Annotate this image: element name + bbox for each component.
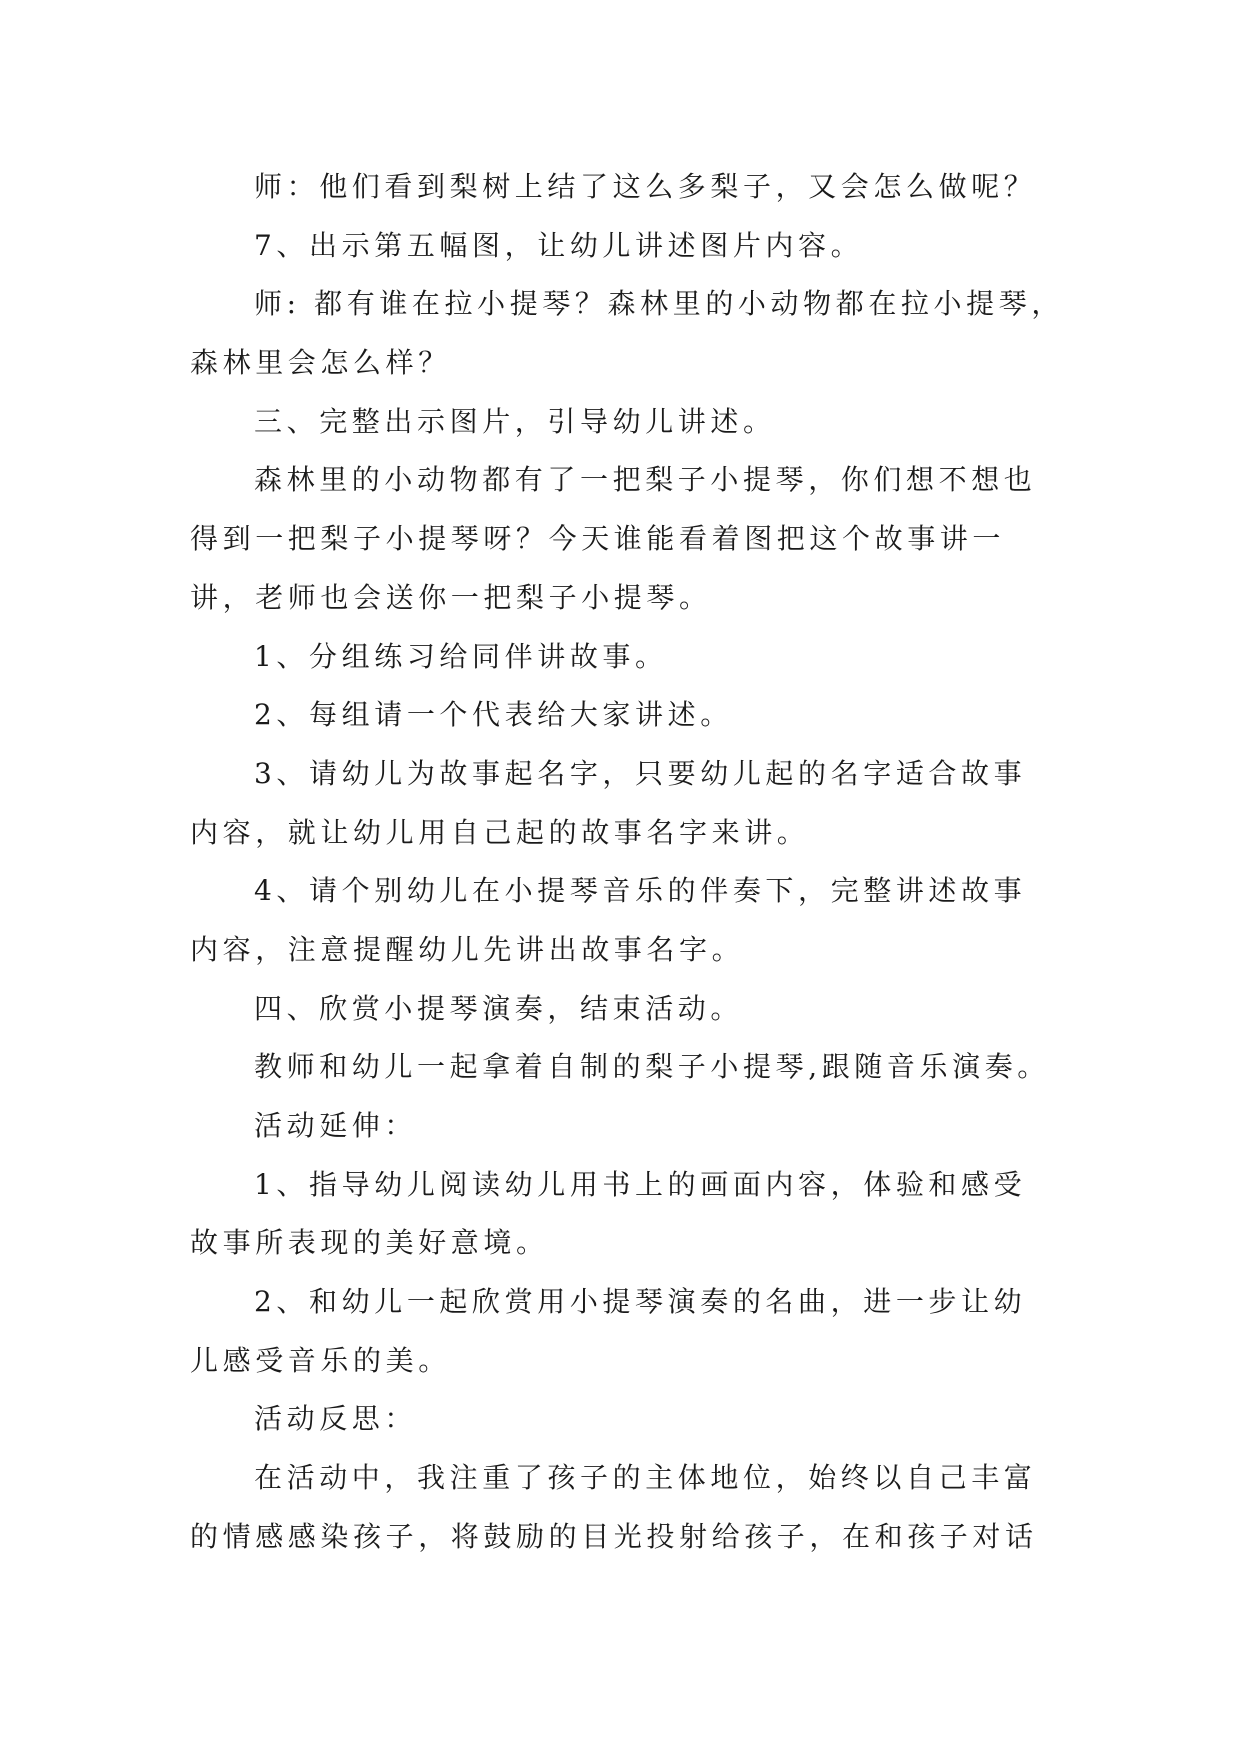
line-12: 内容，就让幼儿用自己起的故事名字来讲。 [190,815,810,849]
line-18: 1、指导幼儿阅读幼儿用书上的画面内容，体验和感受 [254,1167,1027,1201]
line-20: 2、和幼儿一起欣赏用小提琴演奏的名曲，进一步让幼 [254,1285,1027,1319]
line-5: 三、完整出示图片，引导幼儿讲述。 [254,404,776,438]
line-14: 内容，注意提醒幼儿先讲出故事名字。 [190,932,745,966]
line-6: 森林里的小动物都有了一把梨子小提琴，你们想不想也 [254,463,1037,497]
line-23: 在活动中，我注重了孩子的主体地位，始终以自己丰富 [254,1461,1037,1495]
line-19: 故事所表现的美好意境。 [190,1226,549,1260]
line-9: 1、分组练习给同伴讲故事。 [254,639,668,673]
line-1: 师：他们看到梨树上结了这么多梨子，又会怎么做呢？ [254,170,1037,203]
line-15: 四、欣赏小提琴演奏，结束活动。 [254,991,744,1025]
line-22: 活动反思： [254,1402,418,1436]
line-3: 师: 都有谁在拉小提琴？森林里的小动物都在拉小提琴， [254,287,1064,321]
line-21: 儿感受音乐的美。 [190,1343,451,1377]
line-16: 教师和幼儿一起拿着自制的梨子小提琴,跟随音乐演奏。 [254,1050,1050,1084]
line-11: 3、请幼儿为故事起名字，只要幼儿起的名字适合故事 [254,756,1027,790]
line-13: 4、请个别幼儿在小提琴音乐的伴奏下，完整讲述故事 [254,874,1027,908]
line-17: 活动延伸： [254,1109,418,1142]
line-7: 得到一把梨子小提琴呀？今天谁能看着图把这个故事讲一 [190,522,1006,556]
line-4: 森林里会怎么样？ [190,346,451,380]
line-8: 讲，老师也会送你一把梨子小提琴。 [190,580,712,614]
line-2: 7、出示第五幅图，让幼儿讲述图片内容。 [254,228,864,262]
line-24: 的情感感染孩子，将鼓励的目光投射给孩子，在和孩子对话 [190,1519,1038,1553]
document-body [190,158,1070,1567]
line-10: 2、每组请一个代表给大家讲述。 [254,698,733,732]
